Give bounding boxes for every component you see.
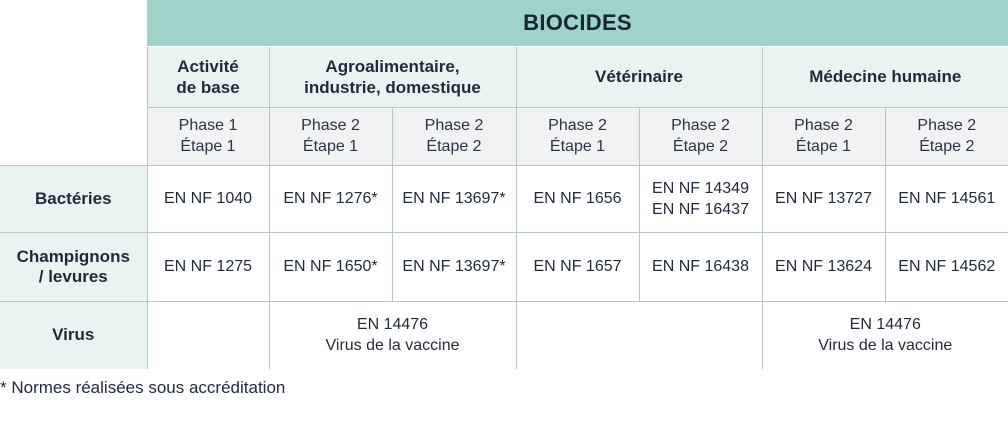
norm-cell: EN NF 1650* [269,232,392,301]
phase-cell: Phase 2 Étape 1 [762,107,885,165]
norm-cell: EN NF 1275 [147,232,269,301]
corner-cell [0,107,147,165]
empty-cell [147,301,269,369]
corner-cell [0,0,147,46]
phase-cell: Phase 2 Étape 1 [516,107,639,165]
norm-cell-virus-agro: EN 14476 Virus de la vaccine [269,301,516,369]
norm-cell-virus-med: EN 14476 Virus de la vaccine [762,301,1008,369]
table-row [0,301,1008,369]
norm-cell: EN NF 1657 [516,232,639,301]
norm-cell: EN NF 1656 [516,165,639,232]
norm-cell: EN NF 13624 [762,232,885,301]
norm-cell: EN NF 1040 [147,165,269,232]
norm-cell: EN NF 13727 [762,165,885,232]
phase-cell: Phase 2 Étape 2 [885,107,1008,165]
category-agro: Agroalimentaire, industrie, domestique [269,46,516,107]
phase-cell: Phase 2 Étape 2 [639,107,762,165]
phase-cell: Phase 1 Étape 1 [147,107,269,165]
norm-cell: EN NF 13697* [392,232,516,301]
row-label-bacteries: Bactéries [0,165,147,232]
category-base: Activité de base [147,46,269,107]
table-title: BIOCIDES [147,0,1008,46]
norm-cell: EN NF 16438 [639,232,762,301]
row-label-champignons: Champignons / levures [0,232,147,301]
row-label-virus: Virus [0,301,147,369]
category-veterinaire: Vétérinaire [516,46,762,107]
phase-cell: Phase 2 Étape 1 [269,107,392,165]
category-medecine: Médecine humaine [762,46,1008,107]
norm-cell: EN NF 1276* [269,165,392,232]
norm-cell: EN NF 14561 [885,165,1008,232]
phase-cell: Phase 2 Étape 2 [392,107,516,165]
footnote: * Normes réalisées sous accréditation [0,378,286,397]
table-row [0,232,1008,301]
corner-cell [0,46,147,107]
norm-cell: EN NF 14349 EN NF 16437 [639,165,762,232]
table-row [0,165,1008,232]
empty-cell [516,301,762,369]
norm-cell: EN NF 14562 [885,232,1008,301]
norm-cell: EN NF 13697* [392,165,516,232]
